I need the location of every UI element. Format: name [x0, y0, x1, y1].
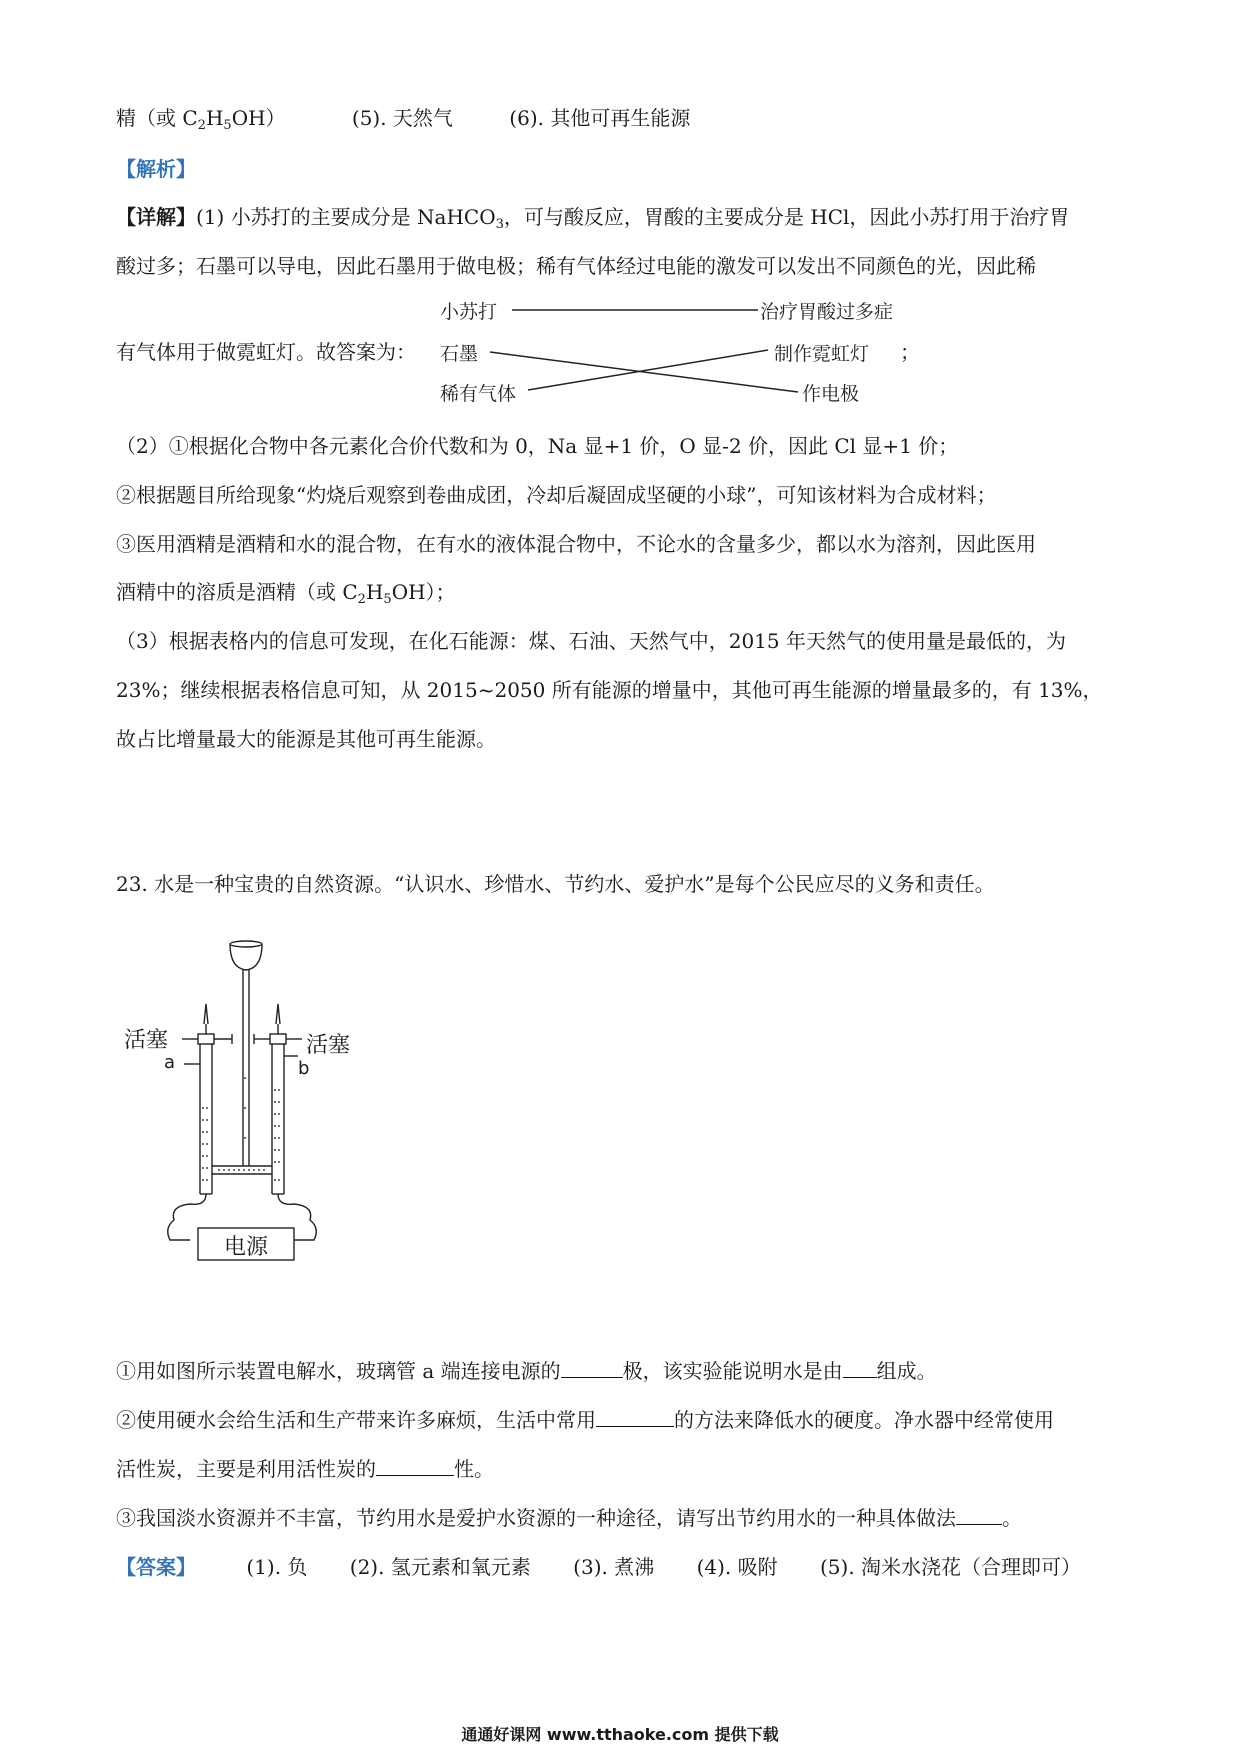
match-left-3: 稀有气体: [440, 383, 517, 405]
detail-line-2: 酸过多；石墨可以导电，因此石墨用于做电极；稀有气体经过电能的激发可以发出不同颜色的光，因此稀: [116, 254, 1036, 278]
sub-question-2-cont: 活性炭，主要是利用活性炭的 性。: [116, 1457, 494, 1481]
question-23: 23. 水是一种宝贵的自然资源。“认识水、珍惜水、节约水、爱护水”是每个公民应尽的义务和责任。: [116, 872, 995, 896]
blank-4[interactable]: [376, 1455, 454, 1476]
matching-diagram: [440, 296, 920, 408]
apparatus-drawing: [120, 928, 420, 1278]
page-footer: 通通好课网 www.tthaoke.com 提供下载: [461, 1725, 779, 1744]
stopcock-right-label: 活塞: [306, 1033, 351, 1058]
answer-6: (6). 其他可再生能源: [509, 106, 691, 130]
answer-item-2: (2). 氢元素和氧元素: [349, 1555, 531, 1579]
match-left-1: 小苏打: [440, 301, 498, 323]
para-2-3: ③医用酒精是酒精和水的混合物，在有水的液体混合物中，不论水的含量多少，都以水为溶剂，因此医用: [116, 532, 1036, 556]
tube-b-label: b: [298, 1058, 310, 1079]
sub-question-1: ①用如图所示装置电解水，玻璃管 a 端连接电源的 极，该实验能说明水是由 组成。: [116, 1359, 937, 1383]
detail-line-1: 【详解】(1) 小苏打的主要成分是 NaHCO$_3$，可与酸反应，胃酸的主要成分是 HCl，因此小苏打用于治疗胃: [116, 205, 1070, 232]
tube-a-label: a: [164, 1052, 176, 1073]
para-2-4: 酒精中的溶质是酒精（或 $C_2H_5OH$）；: [116, 580, 456, 607]
stopcock-left-label: 活塞: [124, 1028, 169, 1053]
blank-5[interactable]: [956, 1504, 1002, 1525]
blank-2[interactable]: [843, 1357, 877, 1378]
answer-item-5: (5). 淘米水浇花（合理即可）: [819, 1555, 1082, 1579]
detail-line-3: 有气体用于做霓虹灯。故答案为：: [116, 340, 416, 364]
electrolysis-apparatus: [120, 928, 420, 1278]
para-3-3: 故占比增量最大的能源是其他可再生能源。: [116, 727, 496, 751]
answer-5: (5). 天然气: [351, 106, 453, 130]
power-supply-label: 电源: [223, 1235, 268, 1260]
detail-line-3-end: ；: [900, 340, 920, 364]
answer-item-1: (1). 负: [246, 1555, 308, 1579]
sub-question-2: ②使用硬水会给生活和生产带来许多麻烦，生活中常用 的方法来降低水的硬度。净水器中经常使用: [116, 1408, 1054, 1432]
answer-item-4: (4). 吸附: [696, 1555, 778, 1579]
answer-line: [116, 1553, 1081, 1581]
para-2-2: ②根据题目所给现象“灼烧后观察到卷曲成团，冷却后凝固成坚硬的小球”，可知该材料为合成材料；: [116, 483, 997, 507]
match-left-2: 石墨: [440, 343, 479, 365]
answer-tag: 【答案】: [116, 1555, 196, 1579]
match-right-3: 作电极: [802, 383, 860, 405]
para-3-2: 23%；继续根据表格信息可知，从 2015~2050 所有能源的增量中，其他可再生能源的增量最多的，有 13%，: [116, 678, 1103, 702]
para-3-1: （3）根据表格内的信息可发现，在化石能源：煤、石油、天然气中，2015 年天然气的使用量是最低的，为: [116, 629, 1066, 653]
blank-3[interactable]: [596, 1406, 674, 1427]
sub-question-3: ③我国淡水资源并不丰富，节约用水是爱护水资源的一种途径，请写出节约用水的一种具体做法 。: [116, 1506, 1022, 1530]
match-right-1: 治疗胃酸过多症: [760, 301, 894, 323]
blank-1[interactable]: [561, 1357, 623, 1378]
answer-continuation: 精（或 $C_2H_5OH$） (5). 天然气 (6). 其他可再生能源: [116, 106, 691, 133]
match-right-2: 制作霓虹灯: [774, 343, 870, 365]
analysis-tag: 【解析】: [116, 157, 196, 181]
para-2-1: （2）①根据化合物中各元素化合价代数和为 0，Na 显+1 价，O 显-2 价，因此 Cl 显+1 价；: [116, 434, 959, 458]
answer-item-3: (3). 煮沸: [573, 1555, 655, 1579]
